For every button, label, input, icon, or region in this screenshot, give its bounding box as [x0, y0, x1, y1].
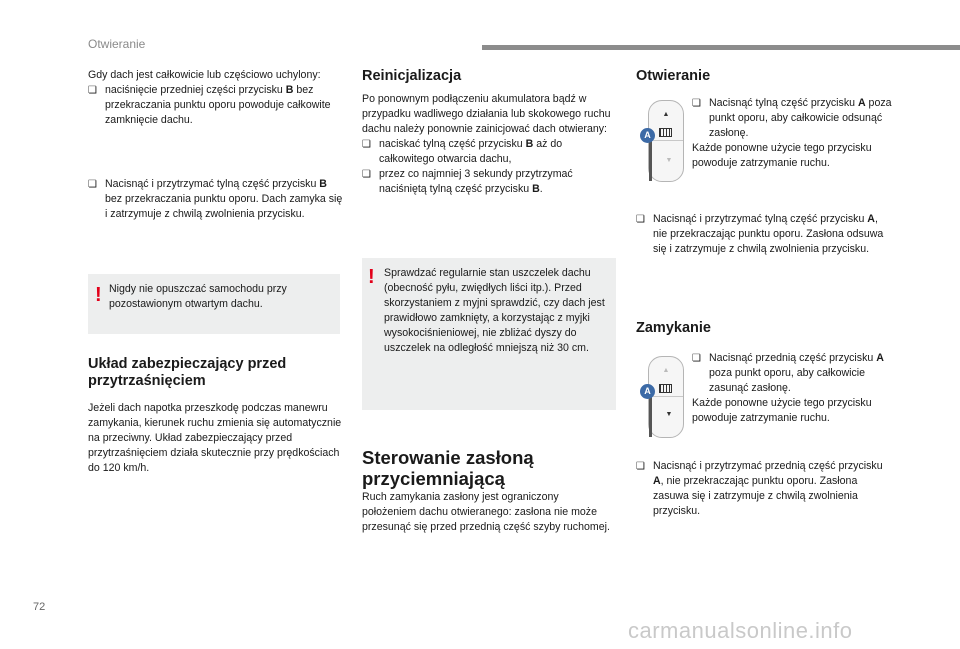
checkbox-bullet-icon: ❏ [692, 98, 701, 109]
checkbox-bullet-icon: ❏ [692, 353, 701, 364]
exclamation-warning-icon: ! [95, 284, 102, 306]
section-title: Otwieranie [88, 37, 146, 51]
warning-box [362, 258, 616, 410]
intro-text: Gdy dach jest całkowicie lub częściowo uchylony: [88, 69, 321, 81]
note-text: Każde ponowne użycie tego przycisku powoduje zatrzymanie ruchu. [692, 397, 872, 424]
roof-blind-switch-illustration [640, 356, 688, 438]
intro-text: Po ponownym podłączeniu akumulatora bądź w przypadku wadliwego działania lub skokowego ruchu dachu należy ponownie zainicjować dach otwierany: [362, 93, 611, 135]
list-item: ❏ naciśnięcie przedniej części przycisku B bez przekraczania punktu oporu powoduje całkowite zamknięcie dachu. [88, 84, 331, 126]
close-hold-step [636, 459, 891, 519]
column-2-section [362, 447, 614, 535]
arrow-down-icon: ▼ [665, 411, 673, 418]
callout-a-badge: A [640, 384, 655, 399]
big-heading: Sterowanie zasłoną przyciemniającą [362, 447, 534, 489]
section-heading: Zamykanie [636, 320, 711, 336]
close-step [692, 351, 897, 426]
checkbox-bullet-icon: ❏ [88, 179, 97, 190]
list-item: ❏ Nacisnąć i przytrzymać tylną część przycisku B bez przekraczania punktu oporu. Dach zamyka się i zatrzymuje z chwilą zwolnienia przycisku. [88, 178, 343, 220]
arrow-down-icon: ▼ [665, 157, 673, 164]
warning-text: Nigdy nie opuszczać samochodu przy pozostawionym otwartym dachu. [109, 283, 287, 310]
roof-blind-switch-illustration [640, 100, 688, 182]
list-item: ❏ Nacisnąć i przytrzymać przednią część przycisku A, nie przekraczając punktu oporu. Zasłona zasuwa się i zatrzymuje z chwilą zwolnienia przycisku. [636, 460, 883, 517]
arrow-up-icon: ▲ [662, 111, 670, 118]
checkbox-bullet-icon: ❏ [636, 461, 645, 472]
note-text: Każde ponowne użycie tego przycisku powoduje zatrzymanie ruchu. [692, 142, 872, 169]
list-item: ❏ Nacisnąć i przytrzymać tylną część przycisku A, nie przekraczając punktu oporu. Zasłona odsuwa się i zatrzymuje z chwilą zwolnienia przycisku. [636, 213, 884, 255]
section-heading: Układ zabezpieczający przed przytrzaśnięciem [88, 356, 287, 389]
column-1 [88, 68, 343, 128]
open-hold-step [636, 212, 891, 257]
section-heading: Reinicjalizacja [362, 68, 462, 84]
exclamation-warning-icon: ! [368, 266, 375, 288]
callout-a-badge: A [640, 128, 655, 143]
checkbox-bullet-icon: ❏ [362, 139, 371, 150]
body-text: Jeżeli dach napotka przeszkodę podczas manewru zamykania, kierunek ruchu zmienia się automatycznie na przeciwny. Układ zabezpieczający przed przytrzaśnięciem działa skutecznie przy prędkościach do 120 km/h. [88, 402, 342, 474]
warning-box [88, 274, 340, 334]
column-1-step [88, 177, 343, 222]
column-2 [362, 68, 614, 197]
open-step [692, 96, 892, 171]
list-item: ❏ naciskać tylną część przycisku B aż do całkowitego otwarcia dachu, [362, 138, 563, 165]
checkbox-bullet-icon: ❏ [636, 214, 645, 225]
section-heading: Otwieranie [636, 68, 711, 84]
blind-icon [659, 128, 672, 137]
warning-text: Sprawdzać regularnie stan uszczelek dachu (obecność pyłu, zwiędłych liści itp.). Przed skorzystaniem z myjni sprawdzić, czy dach jest prawidłowo zamknięty, a korzystając z myjki wysokociśnieniowej, nie zbliżać dyszy do uszczelek na odległość mniejszą niż 30 cm. [384, 267, 605, 354]
checkbox-bullet-icon: ❏ [362, 169, 371, 180]
column-3-heading-open [636, 68, 896, 85]
list-item: ❏ Nacisnąć tylną część przycisku A poza punkt oporu, aby całkowicie odsunąć zasłonę. [692, 97, 892, 139]
page-number: 72 [33, 601, 46, 613]
checkbox-bullet-icon: ❏ [88, 85, 97, 96]
watermark: carmanualsonline.info [628, 618, 853, 643]
column-1-section [88, 356, 348, 476]
header-bar [482, 45, 960, 50]
body-text: Ruch zamykania zasłony jest ograniczony położeniem dachu otwieranego: zasłona nie może przesunąć się przed przednią część szyby ruchomej. [362, 491, 610, 533]
list-item: ❏ Nacisnąć przednią część przycisku A poza punkt oporu, aby całkowicie zasunąć zasłonę. [692, 352, 884, 394]
arrow-up-icon: ▲ [662, 367, 670, 374]
list-item: ❏ przez co najmniej 3 sekundy przytrzymać naciśniętą tylną część przycisku B. [362, 168, 573, 195]
column-3-heading-close [636, 320, 896, 337]
blind-icon [659, 384, 672, 393]
